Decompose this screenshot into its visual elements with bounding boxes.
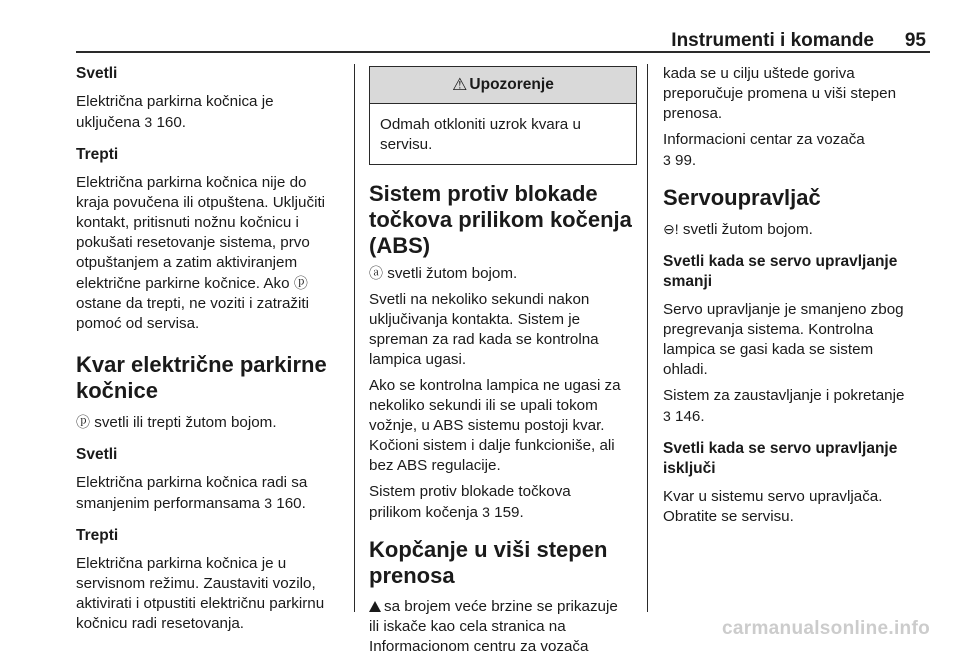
page-title: Instrumenti i komande [671, 30, 874, 51]
text-line: Obratite se servisu. [663, 508, 794, 525]
text-line: ohladi. [663, 361, 708, 378]
heading-line: Svetli kada se servo upravljanje [663, 440, 898, 457]
text-line: Servo upravljanje je smanjeno zbog [663, 301, 904, 318]
paragraph [369, 597, 637, 657]
text-line: kraja povučena ili otpuštena. Uključiti [76, 194, 326, 211]
paragraph [663, 300, 931, 380]
paragraph [76, 554, 344, 634]
column-2 [369, 64, 637, 669]
text-line: prenosa. [663, 105, 723, 122]
section-heading: Trepti [76, 146, 119, 163]
text-line: preporučuje promena u viši stepen [663, 85, 897, 102]
abs-icon: ⓐ [369, 265, 383, 281]
warning-triangle-icon: ⚠ [452, 75, 468, 94]
warning-body [370, 104, 636, 164]
title-line: Kopčanje u viši stepen [369, 537, 608, 562]
paragraph [663, 487, 931, 527]
page-number: 95 [904, 30, 926, 51]
page-ref[interactable]: 99. [675, 152, 697, 169]
column-1 [76, 64, 344, 646]
text-line: kontakt, pritisnuti nožnu kočnicu i [76, 214, 299, 231]
warning-header [370, 67, 636, 104]
text-line: kočnicu radi resetovanja. [76, 615, 244, 632]
page-ref[interactable]: 159. [494, 504, 524, 521]
text-line: spreman za rad kada se kontrolna [369, 331, 599, 348]
text-line: otpuštanjem a zatim aktiviranjem [76, 254, 298, 271]
paragraph [369, 290, 637, 370]
text-line: servisu. [380, 136, 433, 153]
paragraph [76, 412, 344, 433]
text-line: Kvar u sistemu servo upravljača. [663, 488, 883, 505]
section-heading [663, 439, 931, 479]
title-line: Sistem protiv blokade [369, 181, 598, 206]
page-ref-arrow-icon: 3 [144, 114, 153, 130]
paragraph [663, 130, 931, 171]
upshift-icon [369, 601, 381, 612]
section-heading [663, 252, 931, 292]
title-line: točkova prilikom kočenja [369, 207, 632, 232]
text-line: uključivanja kontakta. Sistem je [369, 311, 581, 328]
watermark: carmanualsonline.info [722, 618, 930, 639]
page-ref-arrow-icon: 3 [663, 408, 671, 424]
text-line: aktivirati i otpustiti električnu parkirnu [76, 595, 325, 612]
text-line: Električna parkirna kočnica nije do [76, 174, 307, 191]
text-line: Sistem protiv blokade točkova [369, 483, 571, 500]
paragraph [663, 386, 931, 427]
section-title [369, 181, 637, 259]
text-line: uključena [76, 114, 141, 131]
paragraph [663, 219, 931, 240]
heading-line: isključi [663, 460, 716, 477]
paragraph [369, 482, 637, 523]
section-title [76, 352, 344, 404]
text-line: Sistem za zaustavljanje i pokretanje [663, 387, 905, 404]
title-line: Kvar električne parkirne [76, 352, 327, 377]
page-ref-arrow-icon: 3 [663, 152, 671, 168]
text-line: ostane da trepti, ne voziti i zatražiti [76, 295, 309, 312]
text-line: svetli žutom bojom. [682, 221, 813, 238]
text-line: Ako se kontrolna lampica ne ugasi za [369, 377, 621, 394]
text-line: Informacionom centru za vozača [369, 638, 589, 655]
parking-brake-icon: ⓟ [293, 275, 308, 291]
heading-line: Svetli kada se servo upravljanje [663, 253, 898, 270]
section-heading: Trepti [76, 527, 119, 544]
text-line: servisnom režimu. Zaustaviti vozilo, [76, 575, 316, 592]
text-line: svetli žutom bojom. [387, 265, 518, 282]
text-line: Informacioni centar za vozača [663, 131, 865, 148]
text-line: pomoć od servisa. [76, 315, 200, 332]
text-line: pokušati resetovanje sistema, prvo [76, 234, 310, 251]
brake-warning-icon: ⓟ [76, 414, 90, 430]
steering-warning-icon: ⊖! [663, 221, 679, 237]
text-line: smanjenim performansama [76, 495, 261, 512]
text-line: nekoliko sekundi ili se upali tokom [369, 397, 598, 414]
title-line: prenosa [369, 563, 455, 588]
section-heading: Svetli [76, 65, 118, 82]
text-line: pregrevanja sistema. Kontrolna [663, 321, 874, 338]
column-divider [354, 64, 355, 612]
header-rule [76, 51, 930, 53]
text-line: Električna parkirna kočnica je [76, 93, 274, 110]
page-ref[interactable]: 146. [675, 408, 705, 425]
heading-line: smanji [663, 273, 713, 290]
page-ref[interactable]: 160. [156, 114, 186, 131]
text-line: sa brojem veće brzine se prikazuje [384, 598, 618, 615]
text-line: Električna parkirna kočnica radi sa [76, 474, 308, 491]
paragraph [76, 92, 344, 133]
text-line: lampica se gasi kada se sistem [663, 341, 874, 358]
text-line: Odmah otkloniti uzrok kvara u [380, 116, 581, 133]
title-line: (ABS) [369, 233, 431, 258]
text-line: ili iskače kao cela stranica na [369, 618, 566, 635]
text-line: lampica ugasi. [369, 351, 467, 368]
text-line: električne parkirne kočnice. Ako [76, 275, 290, 292]
warning-box [369, 66, 637, 165]
column-3 [663, 64, 931, 539]
text-line: svetli ili trepti žutom bojom. [94, 414, 277, 431]
text-line: kada se u cilju uštede goriva [663, 65, 855, 82]
text-line: Svetli na nekoliko sekundi nakon [369, 291, 590, 308]
section-title: Servoupravljač [663, 185, 821, 210]
paragraph [369, 263, 637, 284]
paragraph [76, 173, 344, 334]
text-line: prilikom kočenja [369, 504, 478, 521]
text-line: Električna parkirna kočnica je u [76, 555, 287, 572]
text-line: vožnje, u ABS sistemu postoji kvar. [369, 417, 605, 434]
text-line: Kočioni sistem i dalje funkcioniše, ali [369, 437, 615, 454]
paragraph [663, 64, 931, 124]
page-ref[interactable]: 160. [276, 495, 306, 512]
section-title [369, 537, 637, 589]
page-ref-arrow-icon: 3 [264, 495, 273, 511]
section-heading: Svetli [76, 446, 118, 463]
page-ref-arrow-icon: 3 [482, 504, 490, 520]
paragraph [76, 473, 344, 514]
paragraph [369, 376, 637, 476]
title-line: kočnice [76, 378, 158, 403]
column-divider [647, 64, 648, 612]
text-line: bez ABS regulacije. [369, 457, 501, 474]
warning-title: Upozorenje [469, 76, 554, 93]
